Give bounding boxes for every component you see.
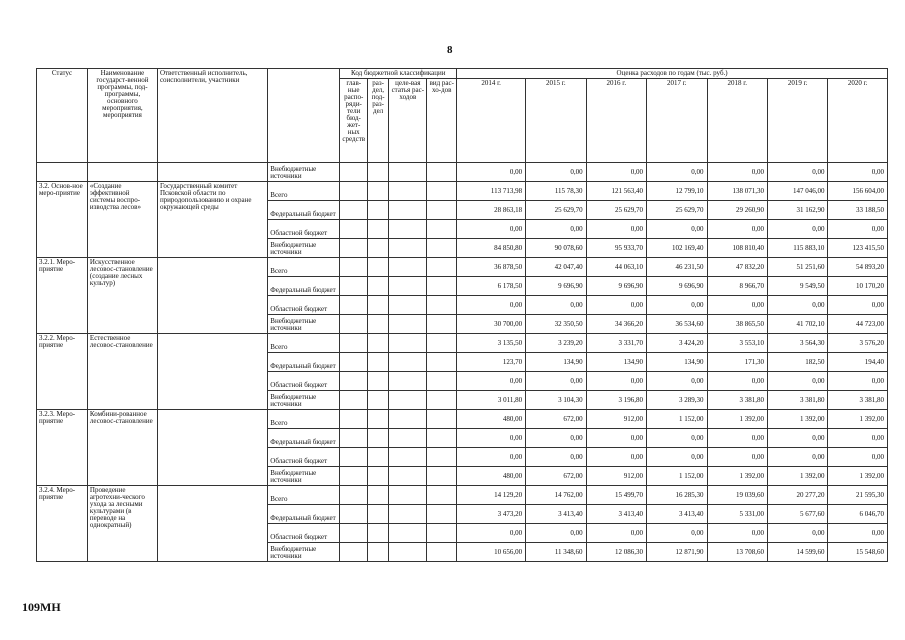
group-responsible [157, 334, 267, 410]
value-cell: 38 865,50 [707, 315, 767, 334]
value-cell: 0,00 [767, 524, 827, 543]
value-cell: 194,40 [828, 353, 888, 372]
cell-empty [368, 239, 389, 258]
value-cell: 46 231,50 [647, 258, 707, 277]
value-cell: 3 413,40 [526, 505, 586, 524]
cell-empty [157, 163, 267, 182]
group-status: 3.2.2. Меро-приятие [37, 334, 88, 410]
cell-empty [389, 505, 427, 524]
cell-empty [427, 239, 457, 258]
value-cell: 15 499,70 [586, 486, 646, 505]
value-cell: 14 599,60 [767, 543, 827, 562]
value-cell: 3 239,20 [526, 334, 586, 353]
value-cell: 10 170,20 [828, 277, 888, 296]
cell-empty [368, 448, 389, 467]
row-kind: Всего [268, 486, 340, 505]
cell-empty [340, 467, 368, 486]
value-cell: 10 656,00 [457, 543, 526, 562]
value-cell: 3 413,40 [647, 505, 707, 524]
value-cell: 1 392,00 [828, 467, 888, 486]
cell-empty [368, 315, 389, 334]
value-cell: 0,00 [767, 220, 827, 239]
value-cell: 134,90 [586, 353, 646, 372]
cell-empty [389, 391, 427, 410]
cell-empty [368, 410, 389, 429]
header-year: 2015 г. [526, 79, 586, 163]
cell-empty [340, 410, 368, 429]
header-bcc-col: вид рас-хо-дов [427, 79, 457, 163]
cell-empty [427, 258, 457, 277]
value-cell: 14 762,00 [526, 486, 586, 505]
value-cell: 3 289,30 [647, 391, 707, 410]
header-bcc-col: целе-вая статья рас-ходов [389, 79, 427, 163]
cell-empty [368, 486, 389, 505]
header-bcc: Код бюджетной классификации [340, 69, 457, 79]
cell-empty [427, 486, 457, 505]
value-cell: 30 700,00 [457, 315, 526, 334]
value-cell: 0,00 [526, 448, 586, 467]
cell-empty [427, 410, 457, 429]
value-cell: 36 534,60 [647, 315, 707, 334]
cell-empty [368, 182, 389, 201]
value-cell: 13 708,60 [707, 543, 767, 562]
footer-code: 109МН [22, 600, 61, 614]
value-cell: 3 381,80 [707, 391, 767, 410]
value-cell: 0,00 [526, 429, 586, 448]
value-cell: 11 348,60 [526, 543, 586, 562]
value-cell: 115 883,10 [767, 239, 827, 258]
table-row [37, 258, 888, 277]
value-cell: 0,00 [457, 429, 526, 448]
value-cell: 32 350,50 [526, 315, 586, 334]
cell-empty [340, 353, 368, 372]
cell-empty [340, 486, 368, 505]
cell-empty [340, 258, 368, 277]
cell-empty [340, 277, 368, 296]
value-cell: 9 696,90 [526, 277, 586, 296]
value-cell: 0,00 [647, 429, 707, 448]
group-responsible [157, 258, 267, 334]
value-cell: 6 046,70 [828, 505, 888, 524]
value-cell: 51 251,60 [767, 258, 827, 277]
value-cell: 0,00 [707, 524, 767, 543]
value-cell: 0,00 [457, 163, 526, 182]
value-cell: 672,00 [526, 410, 586, 429]
value-cell: 1 392,00 [707, 410, 767, 429]
cell-empty [340, 524, 368, 543]
row-kind: Федеральный бюджет [268, 429, 340, 448]
value-cell: 84 850,80 [457, 239, 526, 258]
cell-empty [368, 543, 389, 562]
cell-empty [389, 163, 427, 182]
value-cell: 0,00 [647, 448, 707, 467]
value-cell: 3 473,20 [457, 505, 526, 524]
row-kind: Всего [268, 410, 340, 429]
value-cell: 9 549,50 [767, 277, 827, 296]
cell-empty [389, 220, 427, 239]
header-year: 2019 г. [767, 79, 827, 163]
group-responsible [157, 486, 267, 562]
value-cell: 0,00 [586, 372, 646, 391]
cell-empty [87, 163, 157, 182]
value-cell: 0,00 [767, 372, 827, 391]
cell-empty [389, 201, 427, 220]
group-name: «Создание эффективной системы воспро-изводства лесов» [87, 182, 157, 258]
row-kind: Федеральный бюджет [268, 277, 340, 296]
value-cell: 0,00 [647, 163, 707, 182]
value-cell: 33 188,50 [828, 201, 888, 220]
table-row [37, 334, 888, 353]
cell-empty [389, 353, 427, 372]
value-cell: 156 604,00 [828, 182, 888, 201]
cell-empty [340, 201, 368, 220]
cell-empty [389, 372, 427, 391]
cell-empty [340, 429, 368, 448]
value-cell: 0,00 [707, 163, 767, 182]
value-cell: 147 046,00 [767, 182, 827, 201]
cell-empty [368, 163, 389, 182]
cell-empty [427, 429, 457, 448]
cell-empty [389, 258, 427, 277]
table-body [37, 163, 888, 562]
value-cell: 121 563,40 [586, 182, 646, 201]
value-cell: 0,00 [707, 372, 767, 391]
value-cell: 42 047,40 [526, 258, 586, 277]
group-status: 3.2.3. Меро-приятие [37, 410, 88, 486]
cell-empty [389, 182, 427, 201]
table-row [37, 163, 888, 182]
expenditure-table [36, 68, 888, 562]
value-cell: 3 331,70 [586, 334, 646, 353]
row-kind: Областной бюджет [268, 296, 340, 315]
value-cell: 0,00 [586, 524, 646, 543]
cell-empty [427, 543, 457, 562]
cell-empty [427, 334, 457, 353]
cell-empty [340, 163, 368, 182]
value-cell: 1 392,00 [828, 410, 888, 429]
value-cell: 0,00 [586, 220, 646, 239]
row-kind: Внебюджетные источники [268, 315, 340, 334]
cell-empty [389, 277, 427, 296]
row-kind: Внебюджетные источники [268, 391, 340, 410]
header-status: Статус [37, 69, 88, 163]
cell-empty [340, 182, 368, 201]
value-cell: 480,00 [457, 467, 526, 486]
value-cell: 0,00 [767, 448, 827, 467]
cell-empty [389, 543, 427, 562]
cell-empty [37, 163, 88, 182]
cell-empty [340, 372, 368, 391]
cell-empty [389, 410, 427, 429]
value-cell: 0,00 [457, 448, 526, 467]
row-kind: Областной бюджет [268, 220, 340, 239]
header-year: 2014 г. [457, 79, 526, 163]
value-cell: 1 152,00 [647, 410, 707, 429]
value-cell: 25 629,70 [586, 201, 646, 220]
header-year: 2020 г. [828, 79, 888, 163]
header-bcc-col: глав-ные распо-ряди-тели бюд-жет-ных средств [340, 79, 368, 163]
header-responsible: Ответственный исполнитель, соисполнители, участники [157, 69, 267, 163]
value-cell: 20 277,20 [767, 486, 827, 505]
value-cell: 0,00 [526, 163, 586, 182]
value-cell: 12 799,10 [647, 182, 707, 201]
cell-empty [427, 315, 457, 334]
value-cell: 3 576,20 [828, 334, 888, 353]
value-cell: 0,00 [707, 448, 767, 467]
row-kind: Федеральный бюджет [268, 353, 340, 372]
header-name: Наименование государст-венной программы, под-программы, основного мероприятия, мероприятия [87, 69, 157, 163]
row-kind: Внебюджетные источники [268, 543, 340, 562]
cell-empty [368, 353, 389, 372]
group-name: Искусственное лесовос-становление (создание лесных культур) [87, 258, 157, 334]
table-row [37, 410, 888, 429]
value-cell: 0,00 [647, 372, 707, 391]
value-cell: 115 78,30 [526, 182, 586, 201]
value-cell: 134,90 [526, 353, 586, 372]
value-cell: 3 424,20 [647, 334, 707, 353]
cell-empty [368, 505, 389, 524]
header-year: 2016 г. [586, 79, 646, 163]
value-cell: 0,00 [457, 524, 526, 543]
value-cell: 0,00 [828, 296, 888, 315]
value-cell: 0,00 [586, 163, 646, 182]
row-kind: Областной бюджет [268, 524, 340, 543]
value-cell: 9 696,90 [586, 277, 646, 296]
value-cell: 3 135,50 [457, 334, 526, 353]
header-estimate: Оценка расходов по годам (тыс. руб.) [457, 69, 888, 79]
row-kind: Внебюджетные источники [268, 163, 340, 182]
value-cell: 108 810,40 [707, 239, 767, 258]
table-row [37, 486, 888, 505]
cell-empty [368, 201, 389, 220]
row-kind: Всего [268, 334, 340, 353]
value-cell: 1 392,00 [767, 410, 827, 429]
value-cell: 0,00 [828, 220, 888, 239]
cell-empty [368, 296, 389, 315]
value-cell: 29 260,90 [707, 201, 767, 220]
value-cell: 3 011,80 [457, 391, 526, 410]
value-cell: 134,90 [647, 353, 707, 372]
value-cell: 14 129,20 [457, 486, 526, 505]
value-cell: 54 893,20 [828, 258, 888, 277]
value-cell: 0,00 [767, 296, 827, 315]
cell-empty [368, 391, 389, 410]
value-cell: 44 723,00 [828, 315, 888, 334]
value-cell: 0,00 [707, 429, 767, 448]
cell-empty [368, 258, 389, 277]
value-cell: 3 381,80 [767, 391, 827, 410]
value-cell: 0,00 [586, 296, 646, 315]
value-cell: 0,00 [767, 429, 827, 448]
value-cell: 3 104,30 [526, 391, 586, 410]
value-cell: 1 392,00 [707, 467, 767, 486]
value-cell: 123,70 [457, 353, 526, 372]
value-cell: 0,00 [707, 296, 767, 315]
cell-empty [427, 372, 457, 391]
row-kind: Федеральный бюджет [268, 505, 340, 524]
value-cell: 138 071,30 [707, 182, 767, 201]
value-cell: 25 629,70 [647, 201, 707, 220]
value-cell: 34 366,20 [586, 315, 646, 334]
value-cell: 1 152,00 [647, 467, 707, 486]
cell-empty [427, 182, 457, 201]
value-cell: 15 548,60 [828, 543, 888, 562]
cell-empty [389, 296, 427, 315]
header-year: 2018 г. [707, 79, 767, 163]
value-cell: 19 039,60 [707, 486, 767, 505]
value-cell: 102 169,40 [647, 239, 707, 258]
value-cell: 480,00 [457, 410, 526, 429]
cell-empty [340, 505, 368, 524]
cell-empty [340, 334, 368, 353]
value-cell: 28 863,18 [457, 201, 526, 220]
row-kind: Внебюджетные источники [268, 467, 340, 486]
cell-empty [340, 296, 368, 315]
group-responsible: Государственный комитет Псковской области по природопользованию и охране окружающей среды [157, 182, 267, 258]
value-cell: 123 415,50 [828, 239, 888, 258]
value-cell: 0,00 [526, 524, 586, 543]
value-cell: 16 285,30 [647, 486, 707, 505]
group-status: 3.2.1. Меро-приятие [37, 258, 88, 334]
value-cell: 912,00 [586, 467, 646, 486]
value-cell: 5 677,60 [767, 505, 827, 524]
value-cell: 0,00 [526, 296, 586, 315]
value-cell: 3 413,40 [586, 505, 646, 524]
value-cell: 0,00 [828, 524, 888, 543]
row-kind: Внебюджетные источники [268, 239, 340, 258]
cell-empty [389, 486, 427, 505]
value-cell: 95 933,70 [586, 239, 646, 258]
value-cell: 171,30 [707, 353, 767, 372]
cell-empty [340, 239, 368, 258]
cell-empty [389, 315, 427, 334]
cell-empty [389, 429, 427, 448]
value-cell: 3 196,80 [586, 391, 646, 410]
value-cell: 0,00 [647, 220, 707, 239]
value-cell: 0,00 [457, 372, 526, 391]
cell-empty [368, 372, 389, 391]
group-status: 3.2.4. Меро-приятие [37, 486, 88, 562]
cell-empty [368, 277, 389, 296]
value-cell: 0,00 [828, 372, 888, 391]
header-kind-blank [268, 69, 340, 163]
cell-empty [368, 467, 389, 486]
value-cell: 0,00 [647, 296, 707, 315]
cell-empty [368, 220, 389, 239]
value-cell: 3 553,10 [707, 334, 767, 353]
row-kind: Областной бюджет [268, 372, 340, 391]
value-cell: 6 178,50 [457, 277, 526, 296]
value-cell: 0,00 [526, 220, 586, 239]
value-cell: 12 871,90 [647, 543, 707, 562]
value-cell: 0,00 [457, 220, 526, 239]
row-kind: Всего [268, 182, 340, 201]
value-cell: 47 832,20 [707, 258, 767, 277]
value-cell: 25 629,70 [526, 201, 586, 220]
value-cell: 0,00 [586, 429, 646, 448]
cell-empty [368, 429, 389, 448]
value-cell: 9 696,90 [647, 277, 707, 296]
cell-empty [340, 391, 368, 410]
value-cell: 36 878,50 [457, 258, 526, 277]
value-cell: 0,00 [767, 163, 827, 182]
value-cell: 0,00 [707, 220, 767, 239]
cell-empty [427, 220, 457, 239]
page-number: 8 [447, 44, 453, 56]
cell-empty [427, 353, 457, 372]
value-cell: 0,00 [828, 163, 888, 182]
cell-empty [340, 315, 368, 334]
cell-empty [340, 448, 368, 467]
value-cell: 12 086,30 [586, 543, 646, 562]
value-cell: 3 564,30 [767, 334, 827, 353]
value-cell: 8 966,70 [707, 277, 767, 296]
cell-empty [340, 543, 368, 562]
value-cell: 0,00 [828, 429, 888, 448]
cell-empty [368, 334, 389, 353]
value-cell: 31 162,90 [767, 201, 827, 220]
cell-empty [389, 448, 427, 467]
group-responsible [157, 410, 267, 486]
cell-empty [389, 239, 427, 258]
group-name: Проведение агротехни-ческого ухода за лесными культурами (в переводе на однократный) [87, 486, 157, 562]
header-year: 2017 г. [647, 79, 707, 163]
value-cell: 113 713,98 [457, 182, 526, 201]
value-cell: 44 063,10 [586, 258, 646, 277]
cell-empty [427, 448, 457, 467]
row-kind: Областной бюджет [268, 448, 340, 467]
value-cell: 672,00 [526, 467, 586, 486]
table-row [37, 182, 888, 201]
cell-empty [389, 467, 427, 486]
value-cell: 0,00 [457, 296, 526, 315]
value-cell: 41 702,10 [767, 315, 827, 334]
value-cell: 0,00 [526, 372, 586, 391]
cell-empty [389, 524, 427, 543]
cell-empty [368, 524, 389, 543]
cell-empty [427, 524, 457, 543]
cell-empty [427, 391, 457, 410]
group-status: 3.2. Основ-ное меро-приятие [37, 182, 88, 258]
cell-empty [427, 201, 457, 220]
value-cell: 0,00 [828, 448, 888, 467]
row-kind: Федеральный бюджет [268, 201, 340, 220]
cell-empty [427, 467, 457, 486]
cell-empty [427, 505, 457, 524]
cell-empty [427, 296, 457, 315]
value-cell: 0,00 [647, 524, 707, 543]
group-name: Комбини-рованное лесовос-становление [87, 410, 157, 486]
value-cell: 5 331,00 [707, 505, 767, 524]
cell-empty [340, 220, 368, 239]
value-cell: 1 392,00 [767, 467, 827, 486]
value-cell: 90 078,60 [526, 239, 586, 258]
cell-empty [427, 163, 457, 182]
value-cell: 0,00 [586, 448, 646, 467]
value-cell: 21 595,30 [828, 486, 888, 505]
value-cell: 912,00 [586, 410, 646, 429]
value-cell: 3 381,80 [828, 391, 888, 410]
cell-empty [427, 277, 457, 296]
row-kind: Всего [268, 258, 340, 277]
cell-empty [389, 334, 427, 353]
value-cell: 182,50 [767, 353, 827, 372]
header-bcc-col: раз-дел, под-раз-дел [368, 79, 389, 163]
group-name: Естественное лесовос-становление [87, 334, 157, 410]
